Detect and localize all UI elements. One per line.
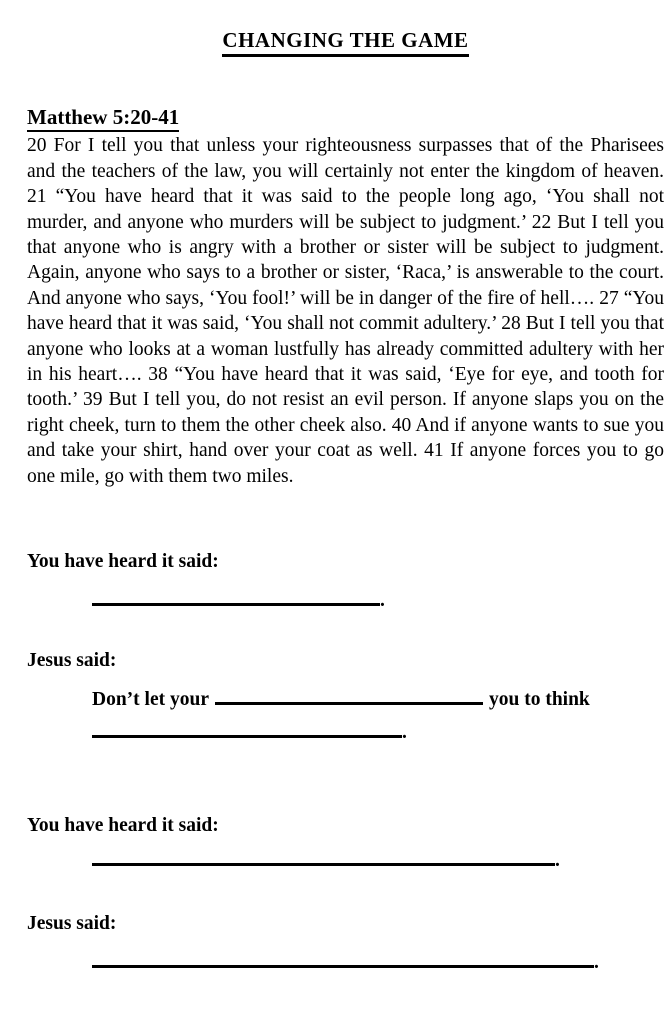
section-2-answer-row-2	[92, 715, 664, 746]
section-4-heading: Jesus said:	[27, 913, 117, 935]
blank-prefix-text: Don’t let your	[92, 689, 209, 711]
blank-period: .	[594, 952, 599, 974]
passage-text: 20 For I tell you that unless your righteousness surpasses that of the Pharisees and the teachers of the law, you will certainly not enter the kingdom of heaven. 21 “You have heard that it was said to the people long ago, ‘You shall not murder, and anyone who murders will be subject to judgment.’ 22 But I tell you that anyone who is angry with a brother or sister will be subject to judgment. Again, anyone who says to a brother or sister, ‘Raca,’ is answerable to the court. And anyone who says, ‘You fool!’ will be in danger of the fire of hell…. 27 “You have heard that it was said, ‘You shall not commit adultery.’ 28 But I tell you that anyone who looks at a woman lustfully has already committed adultery with her in his heart…. 38 “You have heard that it was said, ‘Eye for eye, and tooth for tooth.’ 39 But I tell you, do not resist an evil person. If anyone slaps you on the right cheek, turn to them the other cheek also. 40 And if anyone wants to sue you and take your shirt, hand over your coat as well. 41 If anyone forces you to go one mile, go with them two miles.	[27, 135, 664, 487]
fill-in-blank-line	[215, 682, 483, 705]
passage-heading-text: Matthew 5:20-41	[27, 105, 179, 132]
section-2-answer-row-1	[92, 682, 664, 713]
section-1-heading: You have heard it said:	[27, 551, 219, 573]
fill-in-blank-line	[92, 945, 594, 968]
passage-heading	[27, 105, 664, 130]
section-3-heading: You have heard it said:	[27, 815, 219, 837]
page-title: CHANGING THE GAME	[222, 28, 468, 57]
fill-in-blank-line	[92, 583, 380, 606]
blank-suffix-text: you to think	[488, 689, 590, 711]
section-1-answer-row	[92, 583, 664, 614]
blank-period: .	[555, 850, 560, 872]
fill-in-blank-line	[92, 843, 555, 866]
section-4-answer-row	[92, 945, 664, 976]
fill-in-blank-line	[92, 715, 402, 738]
section-2-heading: Jesus said:	[27, 650, 117, 672]
blank-period: .	[380, 590, 385, 612]
section-3-answer-row	[92, 843, 664, 874]
title-row	[27, 28, 664, 57]
blank-period: .	[402, 722, 407, 744]
